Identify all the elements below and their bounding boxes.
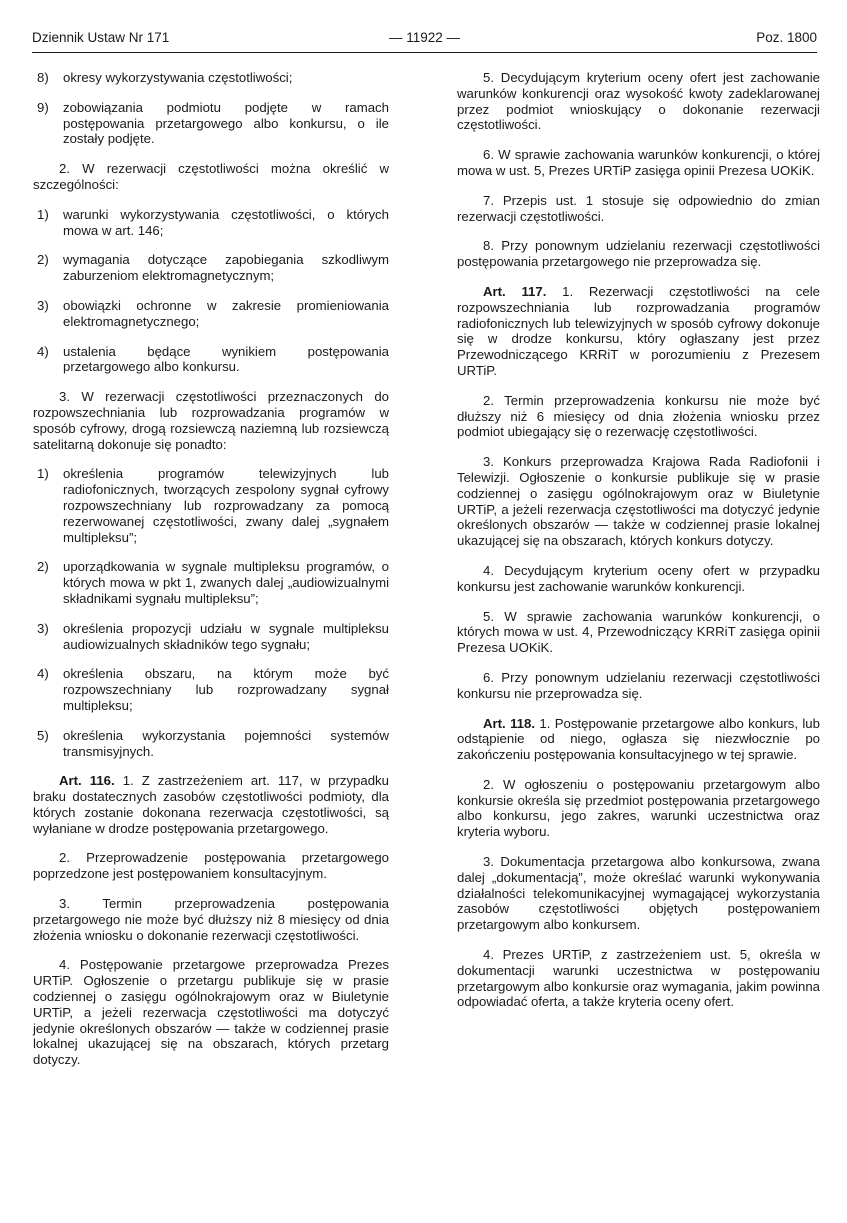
item-number: 3): [37, 297, 49, 313]
paragraph: 3. Konkurs przeprowadza Krajowa Rada Radiofonii i Telewizji. Ogłoszenie o konkursie publikuje się w prasie codziennej o zasięgu ogólnokrajowym oraz w Biuletynie URTiP, a jeżeli rezerwacja częstotliwości ma dotyczyć jedynie określonych obszarów — także w codziennej prasie lokalnej ukazującej się na obszarach, których konkurs dotyczy.: [457, 454, 820, 549]
page-number: — 11922 —: [388, 30, 461, 45]
paragraph: 2. Przeprowadzenie postępowania przetargowego poprzedzone jest postępowaniem konsultacyjnym.: [33, 850, 389, 882]
list-item: [33, 466, 389, 545]
right-column: [457, 70, 820, 1024]
article-text: 1. Postępowanie przetargowe albo konkurs, lub odstąpienie od niego, ogłasza się niezwłocznie po zakończeniu postępowania konsultacyjnego w tej sprawie.: [457, 715, 820, 763]
item-text: obowiązki ochronne w zakresie promieniowania elektromagnetycznego;: [63, 297, 389, 329]
list-item: [33, 559, 389, 606]
journal-title: Dziennik Ustaw Nr 171: [32, 30, 170, 45]
left-column: [33, 70, 389, 1082]
article-label: Art. 118.: [483, 715, 536, 731]
list-item: [33, 344, 389, 376]
item-number: 1): [37, 206, 49, 222]
item-number: 2): [37, 252, 49, 268]
item-number: 1): [37, 466, 49, 482]
article-116: [33, 773, 389, 836]
paragraph: 3. W rezerwacji częstotliwości przeznaczonych do rozpowszechniania lub rozprowadzania programów w sposób cyfrowy, drogą rozsiewczą naziemną lub rozsiewczą satelitarną dokonuje się ponadto:: [33, 389, 389, 452]
list-item: [33, 100, 389, 147]
item-text: określenia wykorzystania pojemności systemów transmisyjnych.: [63, 727, 389, 759]
paragraph: 7. Przepis ust. 1 stosuje się odpowiednio do zmian rezerwacji częstotliwości.: [457, 192, 820, 224]
item-text: warunki wykorzystywania częstotliwości, o których mowa w art. 146;: [63, 206, 389, 238]
paragraph: 4. Decydującym kryterium oceny ofert w przypadku konkursu jest zachowanie warunków konkurencji.: [457, 562, 820, 594]
paragraph: 5. Decydującym kryterium oceny ofert jest zachowanie warunków konkurencji oraz wysokość kwoty zadeklarowanej przez podmiot wnioskujący o dokonanie rezerwacji częstotliwości.: [457, 70, 820, 133]
paragraph: 5. W sprawie zachowania warunków konkurencji, o których mowa w ust. 4, Przewodniczący KRRiT zasięga opinii Prezesa UOKiK.: [457, 608, 820, 656]
item-text: określenia programów telewizyjnych lub radiofonicznych, tworzących zespolony sygnał cyfrowy rozpowszechniany lub rozprowadzany za pomocą rezerwowanej częstotliwości, zwany dalej „sygnałem multipleksu”;: [63, 466, 389, 545]
item-number: 9): [37, 99, 49, 115]
list-item: [33, 621, 389, 653]
article-118: [457, 716, 820, 763]
item-text: określenia obszaru, na którym może być rozpowszechniany lub rozprowadzany sygnał multipleksu;: [63, 666, 389, 713]
list-item: [33, 70, 389, 86]
item-number: 8): [37, 70, 49, 85]
list-item: [33, 728, 389, 760]
paragraph: 3. Dokumentacja przetargowa albo konkursowa, zwana dalej „dokumentacją”, może określać warunki wykonywania działalności telekomunikacyjnej wymagającej wykorzystania zasobów częstotliwości objętych postępowaniem przetargowym albo konkursem.: [457, 854, 820, 933]
paragraph: 4. Postępowanie przetargowe przeprowadza Prezes URTiP. Ogłoszenie o przetargu publikuje się w prasie codziennej o zasięgu ogólnokrajowym oraz w Biuletynie URTiP, a jeżeli rezerwacja częstotliwości ma dotyczyć jedynie określonych obszarów — także w codziennej prasie lokalnej ukazującej się na obszarach, których przetarg dotyczy.: [33, 957, 389, 1068]
article-label: Art. 117.: [483, 283, 547, 299]
item-number: 3): [37, 620, 49, 636]
paragraph: 6. W sprawie zachowania warunków konkurencji, o której mowa w ust. 5, Prezes URTiP zasięga opinii Prezesa UOKiK.: [457, 147, 820, 178]
list-item: [33, 252, 389, 284]
paragraph: 2. W ogłoszeniu o postępowaniu przetargowym albo konkursie określa się przedmiot postępowania przetargowego albo konkursu, jego zakres, warunki uczestnictwa oraz kryteria wyboru.: [457, 776, 820, 840]
paragraph: 6. Przy ponownym udzielaniu rezerwacji częstotliwości konkursu nie przeprowadza się.: [457, 669, 820, 701]
item-number: 2): [37, 559, 49, 575]
paragraph: 8. Przy ponownym udzielaniu rezerwacji częstotliwości postępowania przetargowego nie przeprowadza się.: [457, 238, 820, 270]
article-117: [457, 284, 820, 379]
paragraph: 3. Termin przeprowadzenia postępowania przetargowego nie może być dłuższy niż 8 miesięcy od dnia złożenia wniosku o dokonanie rezerwacji częstotliwości.: [33, 896, 389, 943]
article-text: 1. Rezerwacji częstotliwości na cele rozpowszechniania lub rozprowadzania programów radiofonicznych lub telewizyjnych w sposób cyfrowy dokonuje się w drodze konkursu, który ogłaszany jest przez Przewodniczącego KRRiT w porozumieniu z Prezesem URTiP.: [457, 283, 820, 378]
item-text: okresy wykorzystywania częstotliwości;: [63, 70, 293, 85]
article-text: 1. Z zastrzeżeniem art. 117, w przypadku braku dostatecznych zasobów częstotliwości podmioty, dla których zostanie dokonana rezerwacja częstotliwości, są wyłaniane w drodze postępowania przetargowego.: [33, 773, 389, 836]
item-text: wymagania dotyczące zapobiegania szkodliwym zaburzeniom elektromagnetycznym;: [63, 252, 389, 284]
list-item: [33, 666, 389, 713]
item-text: zobowiązania podmiotu podjęte w ramach postępowania przetargowego albo konkursu, o ile zostały podjęte.: [63, 99, 389, 147]
paragraph: 2. W rezerwacji częstotliwości można określić w szczególności:: [33, 161, 389, 192]
item-number: 4): [37, 666, 49, 682]
list-item: [33, 207, 389, 239]
item-text: określenia propozycji udziału w sygnale multipleksu audiowizualnych składników tego sygnału;: [63, 620, 389, 652]
item-text: uporządkowania w sygnale multipleksu programów, o których mowa w pkt 1, zwanych dalej „audiowizualnymi składnikami sygnału multipleksu”;: [63, 559, 389, 606]
page-header: [32, 30, 817, 53]
item-number: 4): [37, 343, 49, 359]
item-number: 5): [37, 727, 49, 743]
paragraph: 2. Termin przeprowadzenia konkursu nie może być dłuższy niż 6 miesięcy od dnia złożenia wniosku przez podmiot ubiegający się o rezerwację częstotliwości.: [457, 392, 820, 440]
position-number: Poz. 1800: [756, 30, 817, 45]
item-text: ustalenia będące wynikiem postępowania przetargowego albo konkursu.: [63, 343, 389, 375]
list-item: [33, 298, 389, 330]
article-label: Art. 116.: [59, 773, 115, 789]
paragraph: 4. Prezes URTiP, z zastrzeżeniem ust. 5, określa w dokumentacji warunki uczestnictwa w postępowaniu przetargowym albo konkursie oraz wymagania, jakim powinna odpowiadać oferta, a także kryteria oceny ofert.: [457, 947, 820, 1010]
